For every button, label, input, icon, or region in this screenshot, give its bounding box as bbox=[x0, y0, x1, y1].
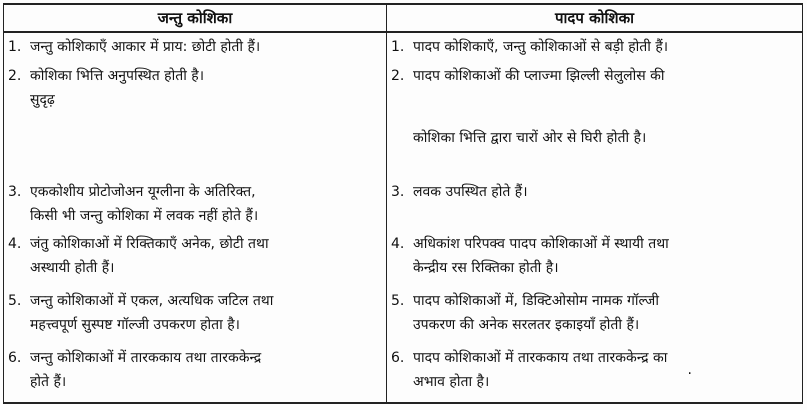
item-text-line: केन्द्रीय रस रिक्तिका होती है। bbox=[413, 260, 559, 277]
item-number: 2. bbox=[8, 67, 22, 84]
item-text: जन्तु कोशिकाओं में तारककाय तथा तारककेन्द्र bbox=[30, 350, 262, 367]
animal-cell bbox=[4, 178, 387, 231]
plant-cell bbox=[387, 178, 803, 231]
item-text-line: महत्त्वपूर्ण सुस्पष्ट गॉल्जी उपकरण होता है। bbox=[30, 317, 240, 334]
item-text: पादप कोशिकाओं की प्लाज्मा झिल्ली सेलुलोस की bbox=[413, 67, 665, 84]
item-text-line: होते हैं। bbox=[30, 374, 67, 391]
header-plant-cell: पादप कोशिका bbox=[387, 4, 803, 32]
item-number: 1. bbox=[391, 39, 405, 56]
header-animal-cell: जन्तु कोशिका bbox=[4, 4, 387, 32]
item-number: 1. bbox=[8, 39, 22, 56]
item-text: पादप कोशिकाओं में, डिक्टिओसोम नामक गॉल्जी bbox=[413, 293, 659, 310]
stray-mark: . bbox=[687, 362, 692, 379]
item-number: 6. bbox=[8, 350, 22, 367]
animal-cell bbox=[4, 344, 387, 403]
item-number: 3. bbox=[8, 183, 22, 200]
table-row bbox=[4, 230, 803, 287]
table-row bbox=[4, 32, 803, 61]
cell-comparison-table bbox=[3, 3, 803, 404]
animal-cell bbox=[4, 230, 387, 287]
item-text: जन्तु कोशिकाओं में एकल, अत्यधिक जटिल तथा bbox=[30, 293, 274, 310]
plant-cell bbox=[387, 32, 803, 61]
item-number: 4. bbox=[391, 236, 405, 253]
item-text: पादप कोशिकाओं में तारककाय तथा तारककेन्द्र का bbox=[413, 350, 668, 367]
item-text: पादप कोशिकाएँ, जन्तु कोशिकाओं से बड़ी होती हैं। bbox=[413, 39, 669, 56]
table-row bbox=[4, 178, 803, 231]
animal-cell bbox=[4, 287, 387, 344]
item-number: 2. bbox=[391, 67, 405, 84]
item-text: अधिकांश परिपक्व पादप कोशिकाओं में स्थायी तथा bbox=[413, 236, 669, 253]
item-text-line: कोशिका भित्ति द्वारा चारों ओर से घिरी होती है। bbox=[413, 129, 647, 146]
item-number: 3. bbox=[391, 183, 405, 200]
item-text: जंतु कोशिकाओं में रिक्तिकाएँ अनेक, छोटी तथा bbox=[30, 236, 269, 253]
item-text: एककोशीय प्रोटोजोअन यूग्लीना के अतिरिक्त, bbox=[30, 183, 256, 200]
item-text-line: उपकरण की अनेक सरलतर इकाइयाँ होती हैं। bbox=[413, 317, 640, 334]
table-row bbox=[4, 344, 803, 403]
item-text: लवक उपस्थित होते हैं। bbox=[413, 183, 528, 200]
item-text-line: अस्थायी होती हैं। bbox=[30, 260, 115, 277]
animal-cell bbox=[4, 32, 387, 61]
plant-cell bbox=[387, 344, 803, 403]
item-number: 4. bbox=[8, 236, 22, 253]
table-row bbox=[4, 62, 803, 178]
plant-cell bbox=[387, 287, 803, 344]
item-text-line: सुदृढ़ bbox=[30, 91, 55, 108]
plant-cell bbox=[387, 62, 803, 178]
animal-cell bbox=[4, 62, 387, 178]
item-number: 5. bbox=[391, 293, 405, 310]
table-row bbox=[4, 287, 803, 344]
item-text-line bbox=[387, 88, 796, 112]
item-number: 5. bbox=[8, 293, 22, 310]
item-text: कोशिका भित्ति अनुपस्थित होती है। bbox=[30, 67, 205, 84]
item-text-line: अभाव होता है। bbox=[413, 374, 490, 391]
item-text: जन्तु कोशिकाएँ आकार में प्राय: छोटी होती हैं। bbox=[30, 39, 261, 56]
item-number: 6. bbox=[391, 350, 405, 367]
header-row bbox=[4, 4, 803, 32]
plant-cell bbox=[387, 230, 803, 287]
item-text-line: किसी भी जन्तु कोशिका में लवक नहीं होते हैं। bbox=[30, 207, 259, 224]
